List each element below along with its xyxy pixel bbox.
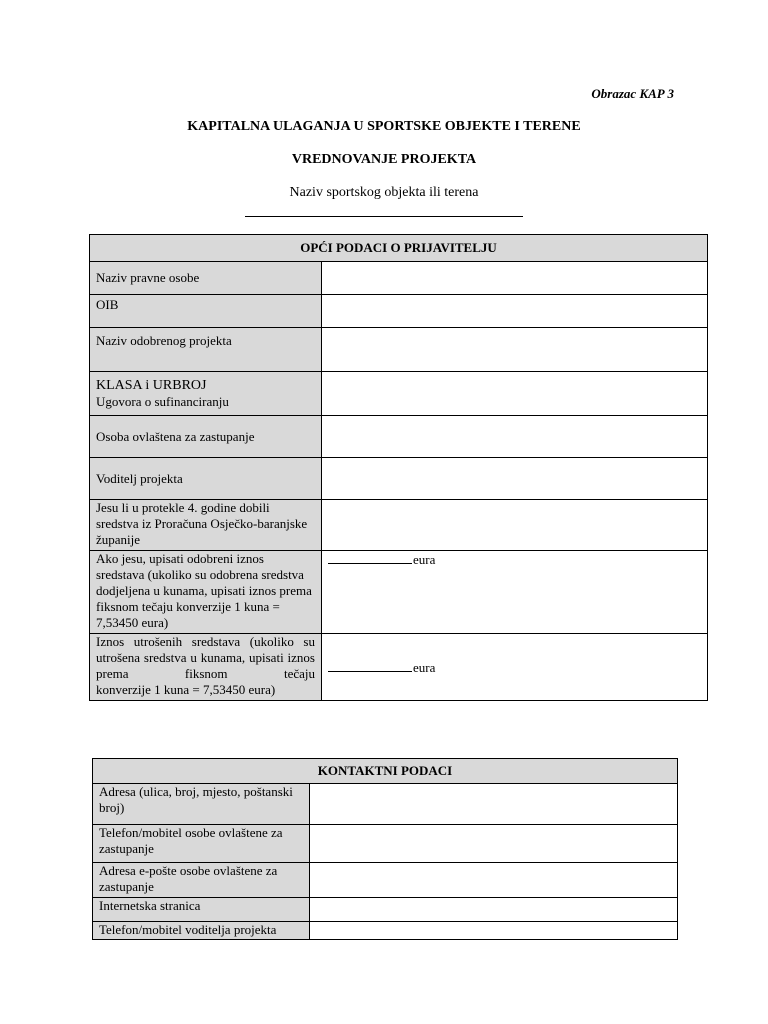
manager-phone-field[interactable] (310, 922, 678, 940)
oib-label: OIB (90, 295, 322, 328)
spent-amount-label (90, 634, 322, 701)
authorized-phone-label: Telefon/mobitel osobe ovlaštene za zastupanje (93, 825, 310, 863)
table-row (93, 784, 678, 825)
authorized-person-field[interactable] (322, 416, 708, 458)
contact-section-heading: KONTAKTNI PODACI (93, 759, 678, 784)
class-and-reg-number-label (90, 372, 322, 416)
authorized-email-label: Adresa e-pošte osobe ovlaštene za zastupanje (93, 863, 310, 898)
table-row (90, 634, 708, 701)
approved-amount-field[interactable] (328, 551, 412, 564)
spent-amount-label-text: Iznos utrošenih sredstava (ukoliko su utrošena sredstva u kunama, upisati iznos prema fiksnom tečaju (96, 634, 315, 681)
table-row (90, 295, 708, 328)
table-row (90, 458, 708, 500)
approved-amount-unit: eura (413, 552, 436, 567)
legal-entity-name-label: Naziv pravne osobe (90, 262, 322, 295)
class-and-reg-number-label-line2: Ugovora o sufinanciranju (96, 394, 229, 409)
spent-amount-unit: eura (413, 659, 436, 675)
contact-data-table (92, 758, 678, 940)
general-section-heading: OPĆI PODACI O PRIJAVITELJU (90, 235, 708, 262)
previous-funding-field[interactable] (322, 500, 708, 551)
document-title: KAPITALNA ULAGANJA U SPORTSKE OBJEKTE I TERENE (187, 119, 581, 134)
manager-phone-label: Telefon/mobitel voditelja projekta (93, 922, 310, 940)
facility-name-label: Naziv sportskog objekta ili terena (289, 185, 479, 200)
table-row (90, 500, 708, 551)
authorized-phone-field[interactable] (310, 825, 678, 863)
address-label: Adresa (ulica, broj, mjesto, poštanski broj) (93, 784, 310, 825)
table-row (90, 328, 708, 372)
class-and-reg-number-label-line1: KLASA i URBROJ (96, 378, 207, 393)
table-row (93, 863, 678, 898)
table-row (90, 262, 708, 295)
facility-name-field[interactable] (245, 216, 523, 217)
document-subtitle: VREDNOVANJE PROJEKTA (291, 152, 477, 167)
legal-entity-name-field[interactable] (322, 262, 708, 295)
form-code: Obrazac KAP 3 (591, 86, 674, 101)
previous-funding-label: Jesu li u protekle 4. godine dobili sredstva iz Proračuna Osječko-baranjske županije (90, 500, 322, 551)
website-field[interactable] (310, 898, 678, 922)
spent-amount-label-last-line: konverzije 1 kuna = 7,53450 eura) (96, 682, 276, 697)
approved-project-name-field[interactable] (322, 328, 708, 372)
table-row (90, 551, 708, 634)
approved-amount-cell (322, 551, 708, 634)
project-manager-field[interactable] (322, 458, 708, 500)
table-row (90, 372, 708, 416)
applicant-general-data-table (89, 234, 708, 701)
table-row (90, 416, 708, 458)
class-and-reg-number-field[interactable] (322, 372, 708, 416)
spent-amount-cell (322, 634, 708, 701)
authorized-person-label: Osoba ovlaštena za zastupanje (90, 416, 322, 458)
table-row (93, 922, 678, 940)
website-label: Internetska stranica (93, 898, 310, 922)
table-row (93, 898, 678, 922)
authorized-email-field[interactable] (310, 863, 678, 898)
spent-amount-field[interactable] (328, 659, 412, 672)
oib-field[interactable] (322, 295, 708, 328)
project-manager-label: Voditelj projekta (90, 458, 322, 500)
approved-project-name-label: Naziv odobrenog projekta (90, 328, 322, 372)
approved-amount-label: Ako jesu, upisati odobreni iznos sredstava (ukoliko su odobrena sredstva dodjeljena u kunama, upisati iznos prema fiksnom tečaju konverzije 1 kuna = 7,53450 eura) (90, 551, 322, 634)
address-field[interactable] (310, 784, 678, 825)
table-row (93, 825, 678, 863)
